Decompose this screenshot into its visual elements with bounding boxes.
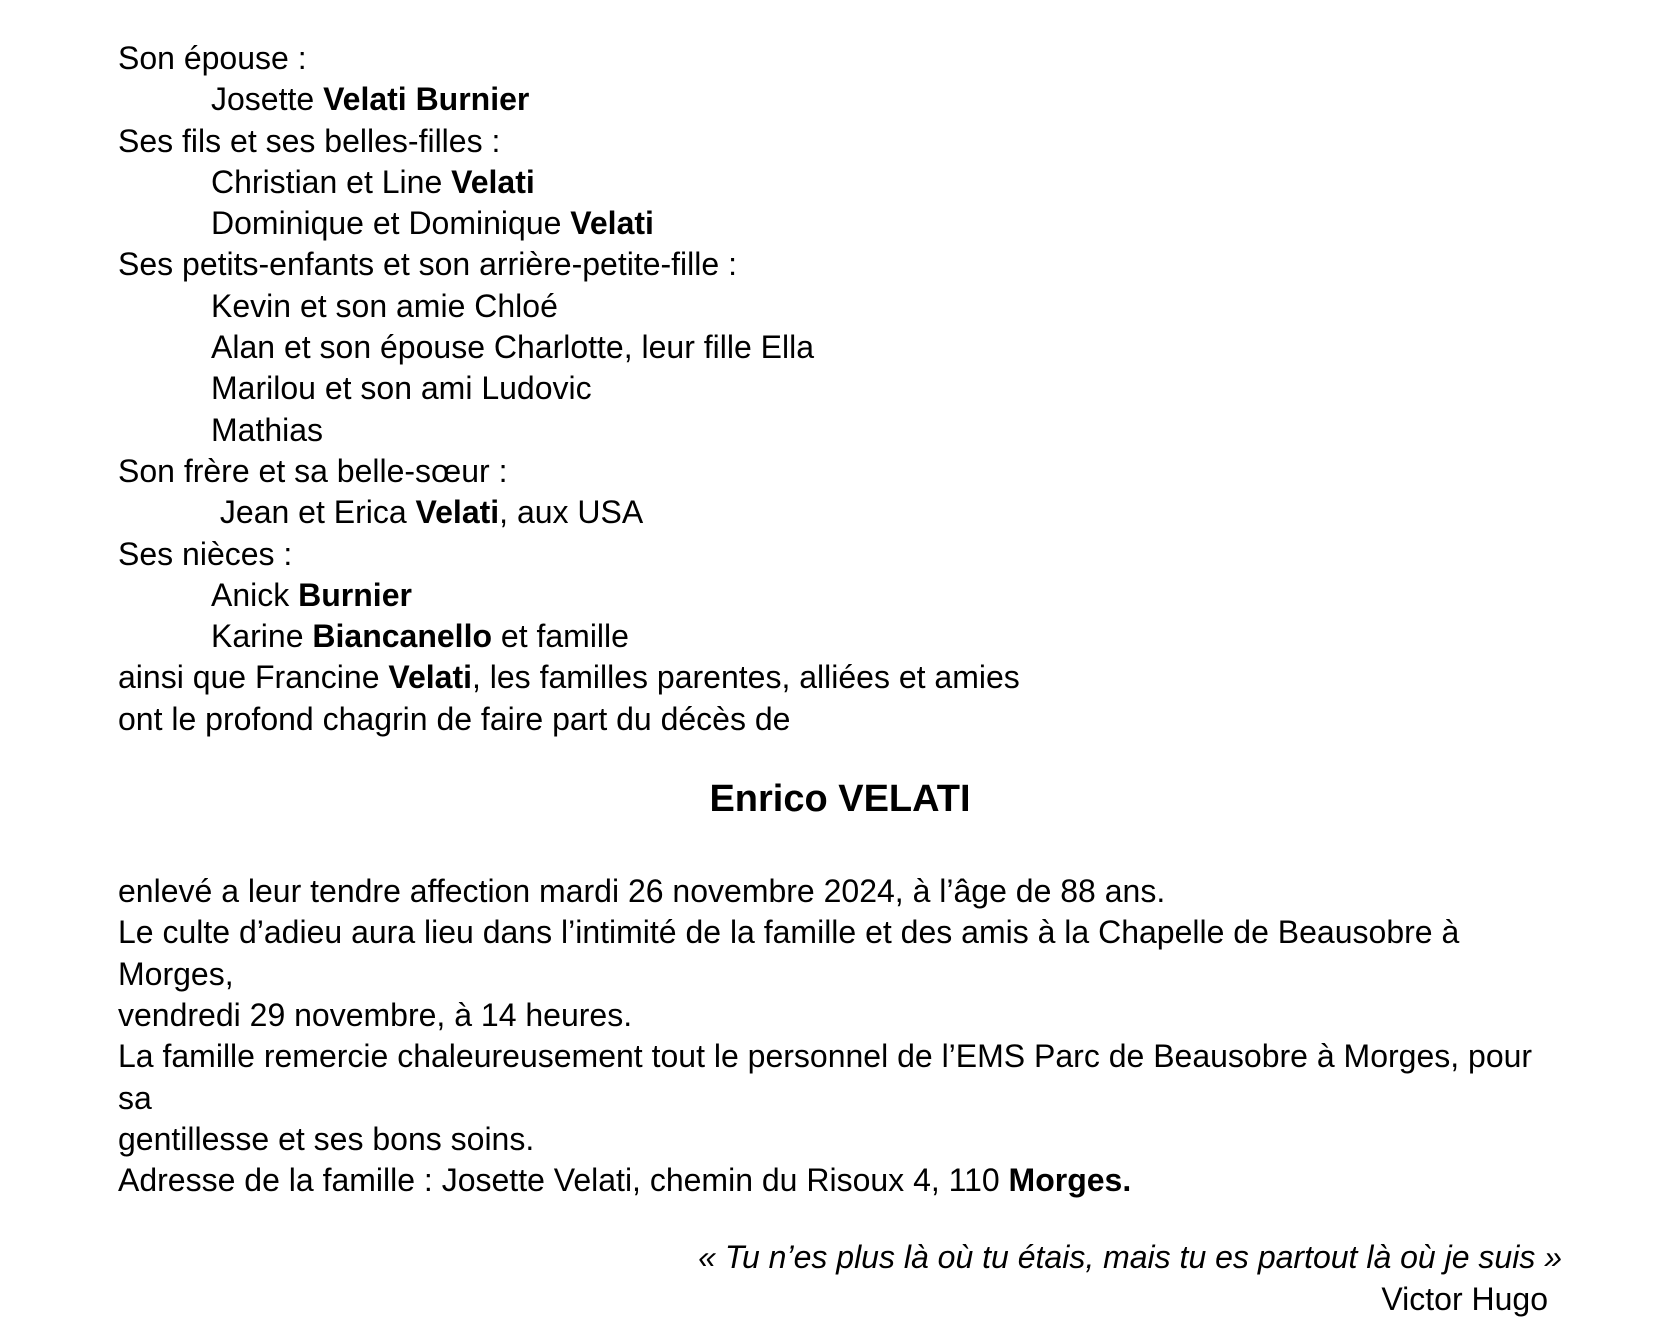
text-segment: vendredi 29 novembre, à 14 heures.	[118, 996, 633, 1033]
text-line	[118, 1119, 1562, 1160]
text-segment: Christian et Line	[211, 163, 452, 200]
text-segment: Jean et Erica	[211, 494, 416, 531]
memorial-quote-block	[118, 1237, 1562, 1320]
text-segment: , aux USA	[499, 494, 644, 531]
quote-author: Victor Hugo	[1381, 1280, 1548, 1317]
name-bold-segment: Morges.	[1008, 1162, 1132, 1199]
text-segment: enlevé a leur tendre affection mardi 26 novembre 2024, à l’âge de 88 ans.	[118, 873, 1166, 910]
text-line	[118, 1036, 1562, 1119]
text-segment: Josette	[211, 81, 324, 118]
text-line	[118, 203, 1562, 244]
name-bold-segment: Velati	[570, 205, 654, 242]
family-list	[118, 38, 1562, 740]
text-line	[118, 368, 1562, 409]
text-segment: Dominique et Dominique	[211, 205, 571, 242]
text-line	[118, 699, 1562, 740]
text-line	[118, 451, 1562, 492]
text-line	[118, 492, 1562, 533]
text-segment: Anick	[211, 576, 299, 613]
text-line	[118, 616, 1562, 657]
text-segment: Son frère et sa belle-sœur :	[118, 452, 508, 489]
text-line	[118, 575, 1562, 616]
text-line	[118, 327, 1562, 368]
memorial-quote: « Tu n’es plus là où tu étais, mais tu es partout là où je suis »	[698, 1239, 1562, 1276]
text-segment: Son épouse :	[118, 40, 307, 76]
text-line	[118, 121, 1562, 162]
name-bold-segment: Velati Burnier	[323, 81, 530, 118]
text-segment: Ses nièces :	[118, 535, 293, 572]
text-segment: , les familles parentes, alliées et amies	[471, 659, 1020, 696]
deceased-name: Enrico VELATI	[709, 778, 971, 821]
name-bold-segment: Velati	[415, 494, 500, 531]
text-line	[118, 1160, 1562, 1201]
text-segment: Ses fils et ses belles-filles :	[118, 122, 501, 159]
name-bold-segment: Velati	[451, 163, 535, 200]
text-line	[118, 244, 1562, 285]
text-line	[118, 657, 1562, 698]
text-segment: Alan et son épouse Charlotte, leur fille Ella	[211, 329, 815, 366]
text-segment: Le culte d’adieu aura lieu dans l’intimité de la famille et des amis à la Chapelle de Beausobre à Morges,	[118, 914, 1469, 992]
text-segment: La famille remercie chaleureusement tout le personnel de l’EMS Parc de Beausobre à Morges, pour sa	[118, 1038, 1541, 1116]
name-bold-segment: Velati	[388, 659, 472, 696]
text-segment: ainsi que Francine	[118, 659, 389, 696]
text-segment: et famille	[492, 618, 629, 655]
text-line	[118, 995, 1562, 1036]
text-segment: Kevin et son amie Chloé	[211, 287, 558, 324]
text-line	[118, 871, 1562, 912]
text-line	[118, 912, 1562, 995]
text-segment: Mathias	[211, 411, 324, 448]
text-line	[118, 38, 1562, 79]
text-segment: gentillesse et ses bons soins.	[118, 1120, 535, 1157]
text-segment: ont le profond chagrin de faire part du décès de	[118, 700, 791, 737]
text-segment: Karine	[211, 618, 313, 655]
text-segment: Marilou et son ami Ludovic	[211, 370, 592, 407]
text-line	[118, 79, 1562, 120]
text-line	[118, 534, 1562, 575]
text-segment: Ses petits-enfants et son arrière-petite-fille :	[118, 246, 737, 283]
text-line	[118, 286, 1562, 327]
name-bold-segment: Biancanello	[312, 618, 492, 655]
text-line	[118, 162, 1562, 203]
text-segment: Adresse de la famille : Josette Velati, chemin du Risoux 4, 110	[118, 1162, 1009, 1199]
announcement-text	[118, 871, 1562, 1201]
name-bold-segment: Burnier	[298, 576, 412, 613]
text-line	[118, 410, 1562, 451]
